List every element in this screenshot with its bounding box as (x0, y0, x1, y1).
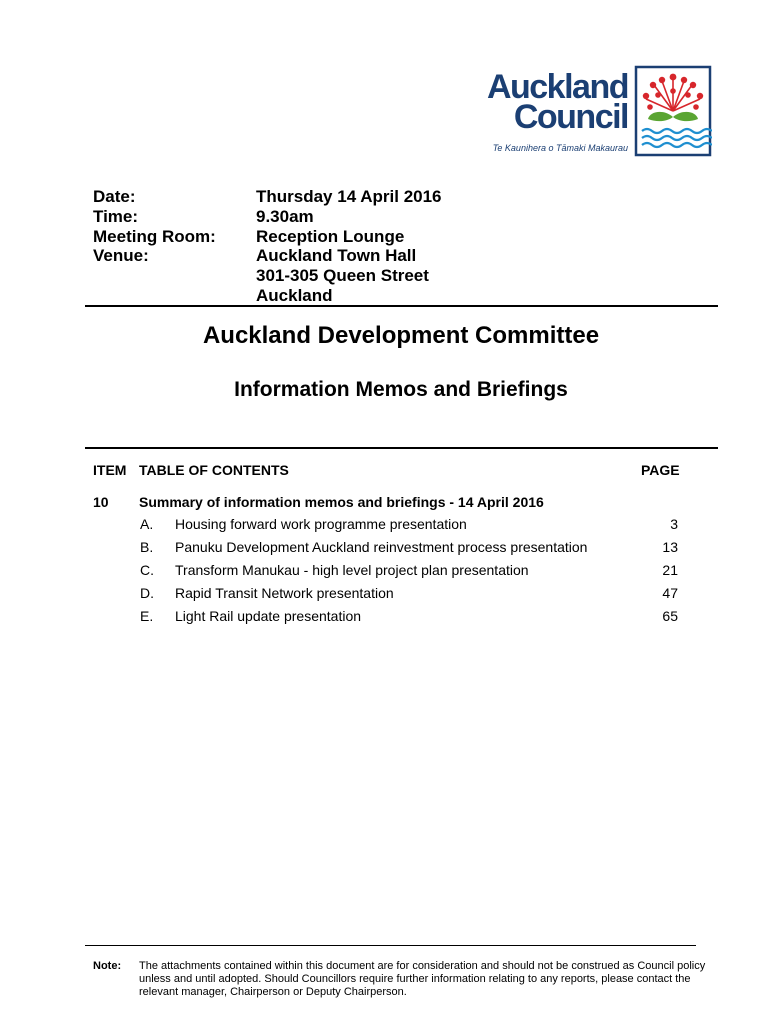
toc-entry-text: Rapid Transit Network presentation (175, 585, 394, 601)
logo-line-1: Auckland (486, 68, 628, 106)
toc-entry-text: Light Rail update presentation (175, 608, 362, 624)
logo-wordmark (466, 68, 628, 136)
logo-line-2: Council (513, 98, 628, 136)
venue-line-1: Auckland Town Hall (256, 246, 417, 265)
venue-line-3: Auckland (256, 286, 333, 305)
toc-entry-page: 13 (662, 539, 678, 555)
toc-entry-letter: B. (140, 539, 154, 555)
footer-divider (85, 945, 696, 946)
time-label: Time: (93, 207, 139, 226)
toc-entry-page: 47 (662, 585, 678, 601)
toc-item-title[interactable]: Summary of information memos and briefings - 14 April 2016 (139, 494, 544, 510)
toc-item-number: 10 (93, 494, 109, 510)
committee-title: Auckland Development Committee (202, 322, 600, 349)
date-value: Thursday 14 April 2016 (256, 187, 442, 206)
note-text: The attachments contained within this document are for consideration and should not be construed as Council policy unless and until adopted. Should Councillors require further information relating to any reports, please contact the relevant manager, Chairperson or Deputy Chairperson. (139, 960, 706, 998)
meeting-room-value: Reception Lounge (256, 227, 405, 246)
toc-page-header: PAGE (641, 462, 680, 478)
toc-contents-header: TABLE OF CONTENTS (139, 462, 289, 478)
toc-entry-letter: A. (140, 516, 154, 532)
toc-entry-text: Housing forward work programme presentation (175, 516, 467, 532)
logo-tagline: Te Kaunihera o Tāmaki Makaurau (492, 143, 628, 153)
venue-line-2: 301-305 Queen Street (256, 266, 429, 285)
toc-entry-page: 3 (670, 516, 678, 532)
pohutukawa-emblem-icon (634, 65, 712, 157)
toc-divider (85, 447, 718, 449)
toc-entry-text: Panuku Development Auckland reinvestment process presentation (175, 539, 588, 555)
date-label: Date: (93, 187, 136, 206)
toc-entry-text: Transform Manukau - high level project plan presentation (175, 562, 529, 578)
venue-label: Venue: (93, 246, 149, 265)
toc-entry-letter: C. (140, 562, 154, 578)
document-subtitle: Information Memos and Briefings (234, 378, 568, 401)
time-value: 9.30am (256, 207, 314, 226)
toc-entry-page: 21 (662, 562, 678, 578)
toc-entry-page: 65 (662, 608, 678, 624)
note-label: Note: (93, 960, 122, 972)
toc-entry-letter: D. (140, 585, 154, 601)
header-divider (85, 305, 718, 307)
toc-entry-letter: E. (140, 608, 154, 624)
toc-item-header: ITEM (93, 462, 127, 478)
meeting-room-label: Meeting Room: (93, 227, 216, 246)
